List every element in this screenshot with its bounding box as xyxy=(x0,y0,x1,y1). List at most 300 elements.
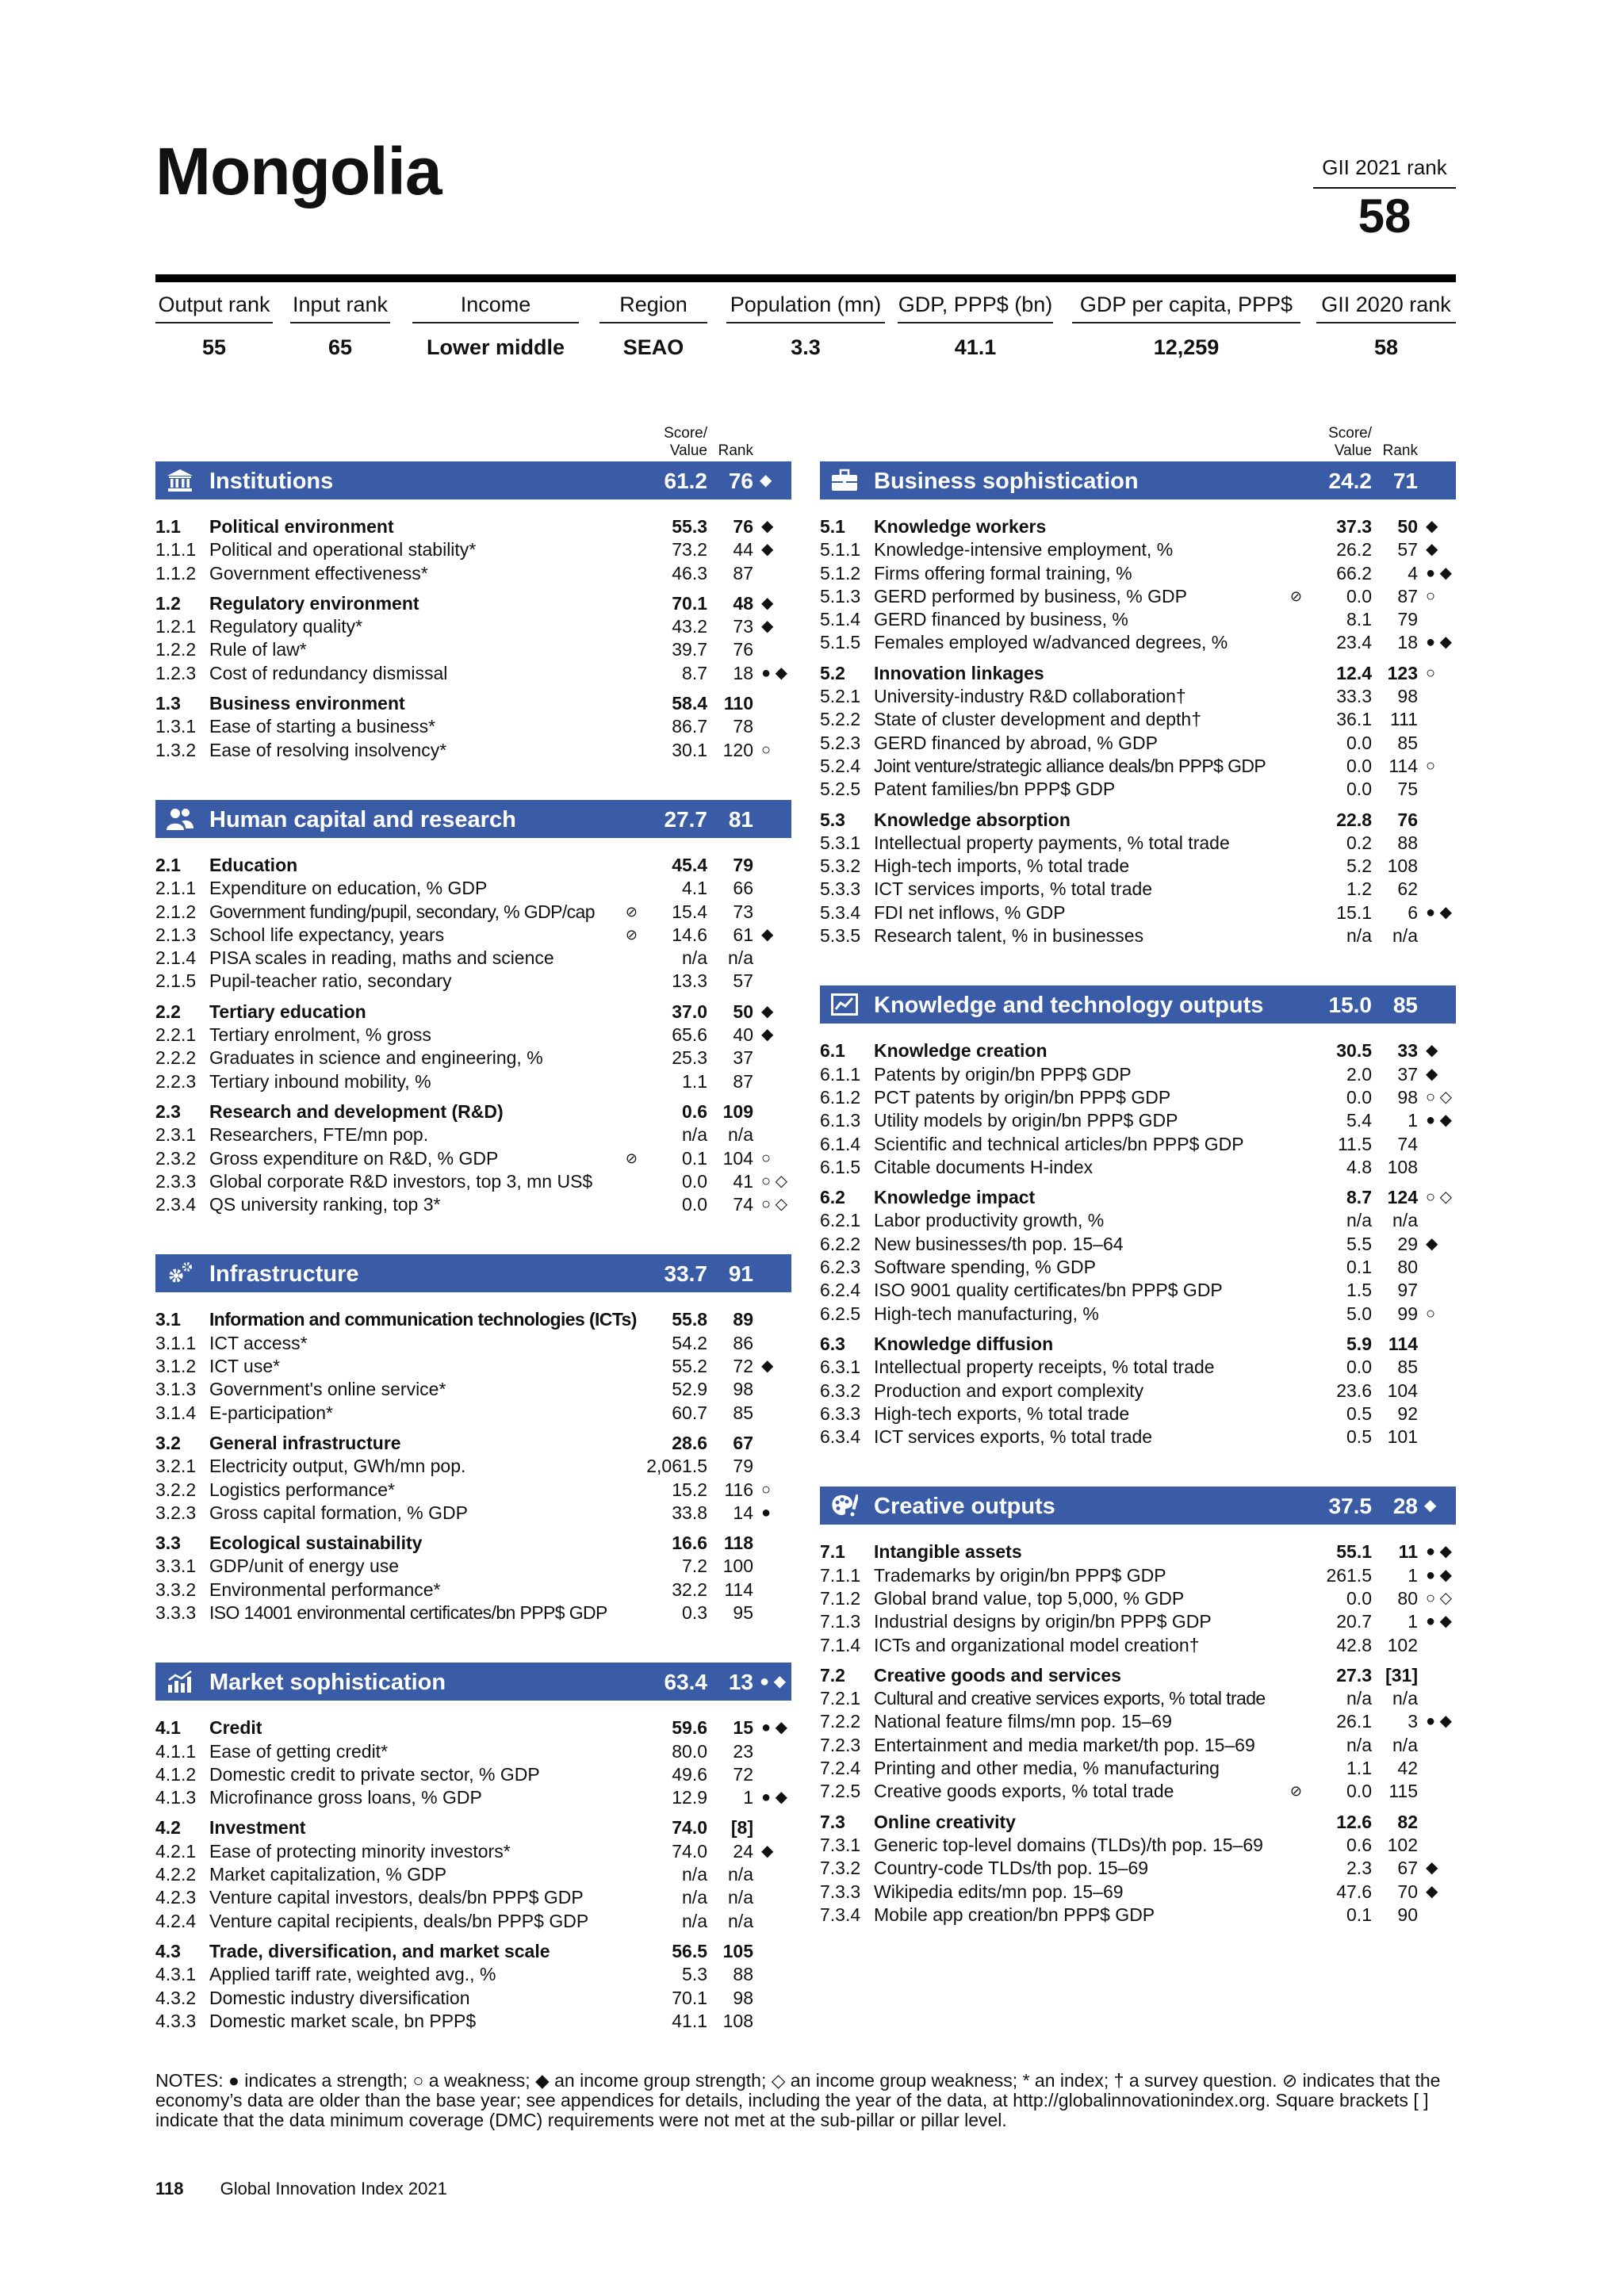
pillar-rank: 13 xyxy=(728,1670,753,1695)
indicator-code: 5.3.1 xyxy=(820,832,861,853)
indicator-name: High-tech manufacturing, % xyxy=(874,1303,1099,1324)
indicator-name: ICT services exports, % total trade xyxy=(874,1426,1153,1448)
indicator-code: 7.2.4 xyxy=(820,1758,861,1779)
indicator-name: ICTs and organizational model creation† xyxy=(874,1634,1200,1655)
indicator-rank: n/a xyxy=(728,1910,753,1931)
indicator-name: Intellectual property receipts, % total trade xyxy=(874,1357,1215,1378)
indicator-score: 15.2 xyxy=(672,1479,707,1500)
indicator-code: 3.1 xyxy=(155,1309,181,1330)
indicator-marks: ● ◆ xyxy=(761,1789,788,1807)
indicator-name: Cost of redundancy dismissal xyxy=(209,662,448,683)
indicator-rank: 76 xyxy=(1397,809,1418,830)
indicator-rank: 108 xyxy=(1387,855,1418,877)
sub-pillar-row xyxy=(820,515,1456,538)
institution-icon xyxy=(167,469,193,492)
summary-population xyxy=(726,290,885,362)
indicator-code: 6.1.1 xyxy=(820,1063,861,1085)
indicator-marks: ○ xyxy=(761,1149,772,1167)
indicator-code: 6.1.4 xyxy=(820,1133,861,1154)
indicator-score: 5.2 xyxy=(1346,855,1372,877)
pillar-score: 24.2 xyxy=(1328,469,1372,493)
indicator-row xyxy=(820,1610,1456,1633)
indicator-name: New businesses/th pop. 15–64 xyxy=(874,1233,1124,1254)
pillar-header xyxy=(820,1487,1456,1525)
indicator-score: 54.2 xyxy=(672,1332,707,1353)
indicator-rank: 44 xyxy=(733,539,753,561)
indicator-row xyxy=(820,1402,1456,1425)
indicator-rank: 92 xyxy=(1397,1402,1418,1424)
pillar-name: Market sophistication xyxy=(209,1670,446,1696)
indicator-score: 13.3 xyxy=(672,970,707,992)
indicator-marks: ● ◆ xyxy=(1426,1712,1453,1731)
indicator-code: 1.2.1 xyxy=(155,616,197,637)
indicator-rank: 108 xyxy=(1387,1156,1418,1177)
indicator-name: Gross expenditure on R&D, % GDP xyxy=(209,1147,499,1169)
indicator-rank: 111 xyxy=(1390,709,1418,730)
indicator-rank: 87 xyxy=(733,562,753,584)
indicator-row xyxy=(820,1233,1456,1256)
indicator-code: 4.1 xyxy=(155,1717,181,1739)
indicator-rank: n/a xyxy=(728,947,753,969)
indicator-name: Creative goods and services xyxy=(874,1664,1121,1686)
indicator-rank: 104 xyxy=(1387,1380,1418,1401)
indicator-score: 55.1 xyxy=(1336,1541,1372,1563)
indicator-row xyxy=(820,585,1456,608)
gears-icon xyxy=(167,1261,193,1285)
indicator-rank: n/a xyxy=(1392,1688,1418,1709)
indicator-marks: ○ ◇ xyxy=(761,1196,788,1214)
summary-gdp xyxy=(898,290,1053,362)
indicator-code: 3.2 xyxy=(155,1432,181,1453)
sub-pillar-row xyxy=(155,692,791,715)
indicator-marks: ◆ xyxy=(1426,1859,1438,1877)
indicator-name: Regulatory environment xyxy=(209,592,419,614)
score-value-header xyxy=(1328,425,1372,460)
indicator-row xyxy=(155,901,791,924)
indicator-code: 7.1.2 xyxy=(820,1587,861,1609)
pillar-rank: 81 xyxy=(728,806,753,832)
indicator-score: 12.4 xyxy=(1336,662,1372,683)
indicator-code: 2.1.2 xyxy=(155,901,197,922)
indicator-marks: ◆ xyxy=(761,1026,774,1044)
indicator-rank: 120 xyxy=(722,739,753,760)
indicator-code: 6.3.1 xyxy=(820,1357,861,1378)
indicator-rank: 1 xyxy=(1408,1564,1418,1586)
indicator-score: 26.2 xyxy=(1336,539,1372,561)
indicator-name: GDP/unit of energy use xyxy=(209,1556,400,1577)
summary-input-rank xyxy=(290,290,390,362)
indicator-marks: ◆ xyxy=(1426,1042,1438,1060)
indicator-row xyxy=(820,538,1456,561)
indicator-score: 0.0 xyxy=(1346,755,1372,776)
pillar-rank: 71 xyxy=(1392,469,1418,493)
indicator-score: 5.0 xyxy=(1346,1303,1372,1324)
indicator-marks: ● ◆ xyxy=(1426,633,1453,652)
indicator-score: 27.3 xyxy=(1336,1664,1372,1686)
indicator-rank: 3 xyxy=(1408,1711,1418,1732)
indicator-row xyxy=(820,1209,1456,1232)
indicator-row xyxy=(155,615,791,638)
summary-divider xyxy=(412,322,579,323)
indicator-rank: n/a xyxy=(1392,1210,1418,1231)
indicator-rank: 95 xyxy=(733,1601,753,1623)
indicator-score: 37.0 xyxy=(672,1001,707,1022)
indicator-row xyxy=(155,538,791,561)
indicator-code: 5.2 xyxy=(820,662,845,683)
indicator-name: Citable documents H-index xyxy=(874,1156,1094,1177)
indicator-rank: 78 xyxy=(733,716,753,737)
indicator-score: 73.2 xyxy=(672,539,707,561)
indicator-score: 0.0 xyxy=(1346,1781,1372,1802)
indicator-rank: 79 xyxy=(733,1456,753,1477)
indicator-row xyxy=(820,1587,1456,1610)
indicator-row xyxy=(155,715,791,738)
indicator-name: Software spending, % GDP xyxy=(874,1257,1096,1278)
indicator-name: ISO 9001 quality certificates/bn PPP$ GDP xyxy=(874,1280,1223,1301)
indicator-score: 0.6 xyxy=(1346,1834,1372,1855)
indicator-code: 1.1.1 xyxy=(155,539,197,561)
indicator-score: 23.4 xyxy=(1336,632,1372,653)
indicator-name: Tertiary education xyxy=(209,1001,366,1022)
indicator-score: 14.6 xyxy=(672,924,707,945)
indicator-name: Research talent, % in businesses xyxy=(874,925,1144,947)
indicator-code: 4.2.1 xyxy=(155,1840,197,1862)
indicator-row xyxy=(820,1780,1456,1803)
indicator-code: 6.3.4 xyxy=(820,1426,861,1448)
indicator-score: 30.1 xyxy=(672,739,707,760)
pillar-score: 27.7 xyxy=(664,806,707,832)
indicator-row xyxy=(155,1578,791,1601)
indicator-name: Labor productivity growth, % xyxy=(874,1210,1105,1231)
indicator-rank: 76 xyxy=(733,516,753,537)
summary-region xyxy=(599,290,707,362)
indicator-name: Political environment xyxy=(209,516,394,537)
indicator-row xyxy=(820,755,1456,778)
indicator-score: 52.9 xyxy=(672,1379,707,1400)
indicator-code: 7.3.2 xyxy=(820,1858,861,1879)
indicator-name: Patents by origin/bn PPP$ GDP xyxy=(874,1063,1132,1085)
indicator-name: Creative goods exports, % total trade xyxy=(874,1781,1174,1802)
indicator-rank: 62 xyxy=(1397,878,1418,900)
indicator-rank: 87 xyxy=(733,1070,753,1092)
indicator-rank: 29 xyxy=(1397,1233,1418,1254)
indicator-score: 45.4 xyxy=(672,854,707,875)
indicator-rank: 124 xyxy=(1387,1187,1418,1208)
indicator-score: 12.9 xyxy=(672,1787,707,1808)
indicator-rank: 85 xyxy=(733,1402,753,1423)
indicator-name: Education xyxy=(209,854,298,875)
indicator-code: 3.3.2 xyxy=(155,1578,197,1600)
indicator-name: Market capitalization, % GDP xyxy=(209,1864,447,1885)
indicator-name: FDI net inflows, % GDP xyxy=(874,901,1066,923)
indicator-rank: 14 xyxy=(733,1502,753,1523)
indicator-code: 2.2.3 xyxy=(155,1070,197,1092)
header-rule xyxy=(155,274,1456,282)
summary-divider xyxy=(290,322,390,323)
indicator-score: 66.2 xyxy=(1336,562,1372,584)
sub-pillar-row xyxy=(155,854,791,877)
indicator-name: Knowledge impact xyxy=(874,1187,1036,1208)
dated-data-icon: ⊘ xyxy=(1289,587,1302,604)
indicator-rank: 37 xyxy=(733,1047,753,1069)
indicator-rank: 76 xyxy=(733,639,753,660)
trend-line-icon xyxy=(831,993,858,1016)
summary-value: 65 xyxy=(327,335,353,359)
score-header-label: Score/ xyxy=(1328,425,1372,442)
indicator-marks: ◆ xyxy=(1426,1065,1438,1083)
indicator-rank: 86 xyxy=(733,1332,753,1353)
indicator-code: 5.3.3 xyxy=(820,878,861,900)
summary-label: GDP per capita, PPP$ xyxy=(1079,293,1293,316)
indicator-rank: n/a xyxy=(1392,925,1418,947)
pillar-name: Creative outputs xyxy=(874,1494,1055,1520)
indicator-code: 4.3 xyxy=(155,1940,181,1961)
indicator-code: 2.1.5 xyxy=(155,970,197,992)
indicator-rank: 104 xyxy=(722,1147,753,1169)
indicator-rank: 73 xyxy=(733,616,753,637)
indicator-name: Knowledge absorption xyxy=(874,809,1071,830)
indicator-rank: 67 xyxy=(1397,1858,1418,1879)
indicator-score: 0.0 xyxy=(1346,732,1372,753)
indicator-rank: 15 xyxy=(733,1717,753,1739)
pillar-header xyxy=(155,1663,791,1701)
indicator-code: 2.2.1 xyxy=(155,1024,197,1046)
summary-label: Input rank xyxy=(292,293,389,316)
indicator-score: 42.8 xyxy=(1336,1634,1372,1655)
indicator-code: 3.3 xyxy=(155,1533,181,1554)
indicator-score: 16.6 xyxy=(672,1533,707,1554)
pillar-score: 63.4 xyxy=(664,1670,707,1695)
indicator-name: Venture capital investors, deals/bn PPP$ GDP xyxy=(209,1887,584,1908)
indicator-name: General infrastructure xyxy=(209,1432,401,1453)
sub-pillar-row xyxy=(155,1001,791,1024)
indicator-row xyxy=(155,1840,791,1863)
pillar-rank: 85 xyxy=(1392,993,1418,1018)
indicator-code: 5.1.4 xyxy=(820,609,861,630)
indicator-name: Global brand value, top 5,000, % GDP xyxy=(874,1587,1185,1609)
indicator-name: Printing and other media, % manufacturing xyxy=(874,1758,1220,1779)
indicator-score: 5.5 xyxy=(1346,1233,1372,1254)
indicator-name: University-industry R&D collaboration† xyxy=(874,686,1186,707)
sub-pillar-row xyxy=(155,1532,791,1555)
indicator-row xyxy=(155,662,791,685)
indicator-row xyxy=(155,1601,791,1624)
indicator-rank: 23 xyxy=(733,1740,753,1762)
indicator-rank: 85 xyxy=(1397,732,1418,753)
indicator-score: 1.2 xyxy=(1346,878,1372,900)
indicator-row xyxy=(820,855,1456,878)
summary-gii-2020-rank xyxy=(1316,290,1456,362)
indicator-name: Trademarks by origin/bn PPP$ GDP xyxy=(874,1564,1166,1586)
indicator-marks: ○ xyxy=(761,1480,772,1498)
indicator-marks: ◆ xyxy=(761,925,774,943)
indicator-row xyxy=(820,708,1456,731)
indicator-row xyxy=(820,1710,1456,1733)
indicator-code: 2.1.3 xyxy=(155,924,197,945)
sub-pillar-row xyxy=(820,1039,1456,1062)
indicator-rank: 57 xyxy=(1397,539,1418,561)
indicator-score: 70.1 xyxy=(672,1987,707,2008)
indicator-row xyxy=(820,1279,1456,1302)
indicator-rank: [31] xyxy=(1385,1664,1418,1686)
gii-rank-value: 58 xyxy=(1358,189,1411,243)
indicator-row xyxy=(155,1863,791,1886)
indicator-score: n/a xyxy=(682,1910,707,1931)
indicator-score: 12.6 xyxy=(1336,1811,1372,1832)
indicator-rank: 101 xyxy=(1387,1426,1418,1448)
indicator-score: 28.6 xyxy=(672,1432,707,1453)
summary-value: Lower middle xyxy=(426,335,565,359)
indicator-code: 2.3 xyxy=(155,1100,181,1122)
indicator-rank: 79 xyxy=(1397,609,1418,630)
sub-pillar-row xyxy=(155,1308,791,1331)
sub-pillar-row xyxy=(820,662,1456,685)
indicator-rank: 48 xyxy=(733,592,753,614)
indicator-row xyxy=(820,685,1456,708)
indicator-name: Microfinance gross loans, % GDP xyxy=(209,1787,482,1808)
sub-pillar-row xyxy=(155,1432,791,1455)
indicator-name: Trade, diversification, and market scale xyxy=(209,1940,550,1961)
indicator-marks: ◆ xyxy=(761,518,774,535)
indicator-score: 7.2 xyxy=(682,1556,707,1577)
indicator-row xyxy=(155,1740,791,1763)
score-header-label: Score/ xyxy=(664,425,707,442)
summary-value: 12,259 xyxy=(1153,335,1220,359)
indicator-rank: 24 xyxy=(733,1840,753,1862)
indicator-code: 7.1.1 xyxy=(820,1564,861,1586)
indicator-name: Credit xyxy=(209,1717,262,1739)
indicator-code: 2.3.1 xyxy=(155,1124,197,1146)
indicator-row xyxy=(820,562,1456,585)
summary-value: 3.3 xyxy=(791,335,821,359)
indicator-row xyxy=(820,732,1456,755)
indicator-marks: ● xyxy=(761,1503,772,1521)
indicator-code: 3.2.1 xyxy=(155,1456,197,1477)
indicator-name: ICT access* xyxy=(209,1332,308,1353)
indicator-rank: [8] xyxy=(730,1817,753,1839)
indicator-score: 25.3 xyxy=(672,1047,707,1069)
indicator-score: 0.5 xyxy=(1346,1426,1372,1448)
indicator-score: 8.7 xyxy=(682,662,707,683)
indicator-code: 1.2 xyxy=(155,592,181,614)
indicator-score: 55.2 xyxy=(672,1356,707,1377)
indicator-code: 6.1.3 xyxy=(820,1110,861,1131)
indicator-rank: 85 xyxy=(1397,1357,1418,1378)
indicator-row xyxy=(820,1687,1456,1710)
indicator-name: PISA scales in reading, maths and science xyxy=(209,947,554,969)
indicator-row xyxy=(820,631,1456,654)
indicator-score: 0.0 xyxy=(682,1194,707,1215)
bar-chart-icon xyxy=(167,1670,193,1693)
indicator-rank: 110 xyxy=(723,693,753,714)
indicator-rank: 114 xyxy=(1388,755,1418,776)
indicator-marks: ○ ◇ xyxy=(1426,1589,1453,1607)
indicator-name: Graduates in science and engineering, % xyxy=(209,1047,543,1069)
indicator-row xyxy=(155,970,791,993)
sub-pillar-row xyxy=(820,1186,1456,1209)
indicator-code: 4.1.3 xyxy=(155,1787,197,1808)
summary-divider xyxy=(898,322,1053,323)
pillar-name: Infrastructure xyxy=(209,1261,359,1288)
indicator-rank: 88 xyxy=(733,1964,753,1985)
indicator-name: Ease of protecting minority investors* xyxy=(209,1840,511,1862)
indicator-name: Domestic industry diversification xyxy=(209,1987,470,2008)
indicator-rank: 116 xyxy=(724,1479,753,1500)
dated-data-icon: ⊘ xyxy=(625,1150,638,1166)
indicator-code: 5.2.1 xyxy=(820,686,861,707)
indicator-rank: 61 xyxy=(733,924,753,945)
indicator-rank: 41 xyxy=(733,1170,753,1192)
indicator-row xyxy=(820,1834,1456,1857)
indicator-score: 0.0 xyxy=(1346,779,1372,800)
summary-label: Population (mn) xyxy=(730,293,882,316)
pillar-score: 61.2 xyxy=(664,469,707,493)
indicator-score: 47.6 xyxy=(1336,1881,1372,1902)
summary-value: 55 xyxy=(201,335,227,359)
pillar-name: Institutions xyxy=(209,469,334,494)
indicator-row xyxy=(155,1378,791,1401)
indicator-rank: 80 xyxy=(1397,1257,1418,1278)
indicator-rank: 98 xyxy=(733,1379,753,1400)
indicator-score: 65.6 xyxy=(672,1024,707,1046)
indicator-name: Knowledge creation xyxy=(874,1040,1048,1062)
indicator-score: 1.1 xyxy=(682,1070,707,1092)
indicator-marks: ○ xyxy=(1426,587,1436,605)
indicator-score: 2.0 xyxy=(1346,1063,1372,1085)
indicator-rank: 123 xyxy=(1387,662,1418,683)
indicator-name: Wikipedia edits/mn pop. 15–69 xyxy=(874,1881,1124,1902)
indicator-score: 20.7 xyxy=(1336,1611,1372,1632)
indicator-code: 5.3 xyxy=(820,809,845,830)
indicator-score: n/a xyxy=(1346,1210,1372,1231)
indicator-score: 36.1 xyxy=(1336,709,1372,730)
indicator-rank: 97 xyxy=(1397,1280,1418,1301)
country-title: Mongolia xyxy=(155,134,442,209)
summary-output-rank xyxy=(155,290,273,362)
indicator-marks: ○ ◇ xyxy=(1426,1088,1453,1106)
indicator-name: Ease of getting credit* xyxy=(209,1740,389,1762)
indicator-name: High-tech imports, % total trade xyxy=(874,855,1130,877)
indicator-score: 2.3 xyxy=(1346,1858,1372,1879)
value-header-label: Value xyxy=(1334,442,1372,459)
indicator-code: 3.3.3 xyxy=(155,1601,197,1623)
summary-label: Output rank xyxy=(158,293,270,316)
indicator-score: 60.7 xyxy=(672,1402,707,1423)
indicator-code: 6.3.3 xyxy=(820,1402,861,1424)
indicator-rank: 50 xyxy=(733,1001,753,1022)
indicator-name: Pupil-teacher ratio, secondary xyxy=(209,970,452,992)
indicator-rank: 108 xyxy=(722,2010,753,2031)
indicator-marks: ◆ xyxy=(1426,518,1438,535)
indicator-name: Joint venture/strategic alliance deals/bn PPP$ GDP xyxy=(874,755,1266,776)
indicator-code: 6.2.2 xyxy=(820,1233,861,1254)
indicator-rank: 98 xyxy=(1397,686,1418,707)
indicator-code: 6.1.5 xyxy=(820,1156,861,1177)
indicator-name: Rule of law* xyxy=(209,639,307,660)
indicator-marks: ◆ xyxy=(761,1002,774,1020)
indicator-code: 5.2.3 xyxy=(820,732,861,753)
pillar-marks: ● ◆ xyxy=(760,1673,787,1691)
indicator-row xyxy=(820,1303,1456,1326)
indicator-rank: 42 xyxy=(1397,1758,1418,1779)
indicator-score: 56.5 xyxy=(672,1940,707,1961)
indicator-name: Research and development (R&D) xyxy=(209,1100,504,1122)
indicator-row xyxy=(820,1063,1456,1086)
indicator-name: Intellectual property payments, % total trade xyxy=(874,832,1230,853)
indicator-code: 5.3.5 xyxy=(820,925,861,947)
indicator-code: 7.3.3 xyxy=(820,1881,861,1902)
indicator-name: Logistics performance* xyxy=(209,1479,395,1500)
